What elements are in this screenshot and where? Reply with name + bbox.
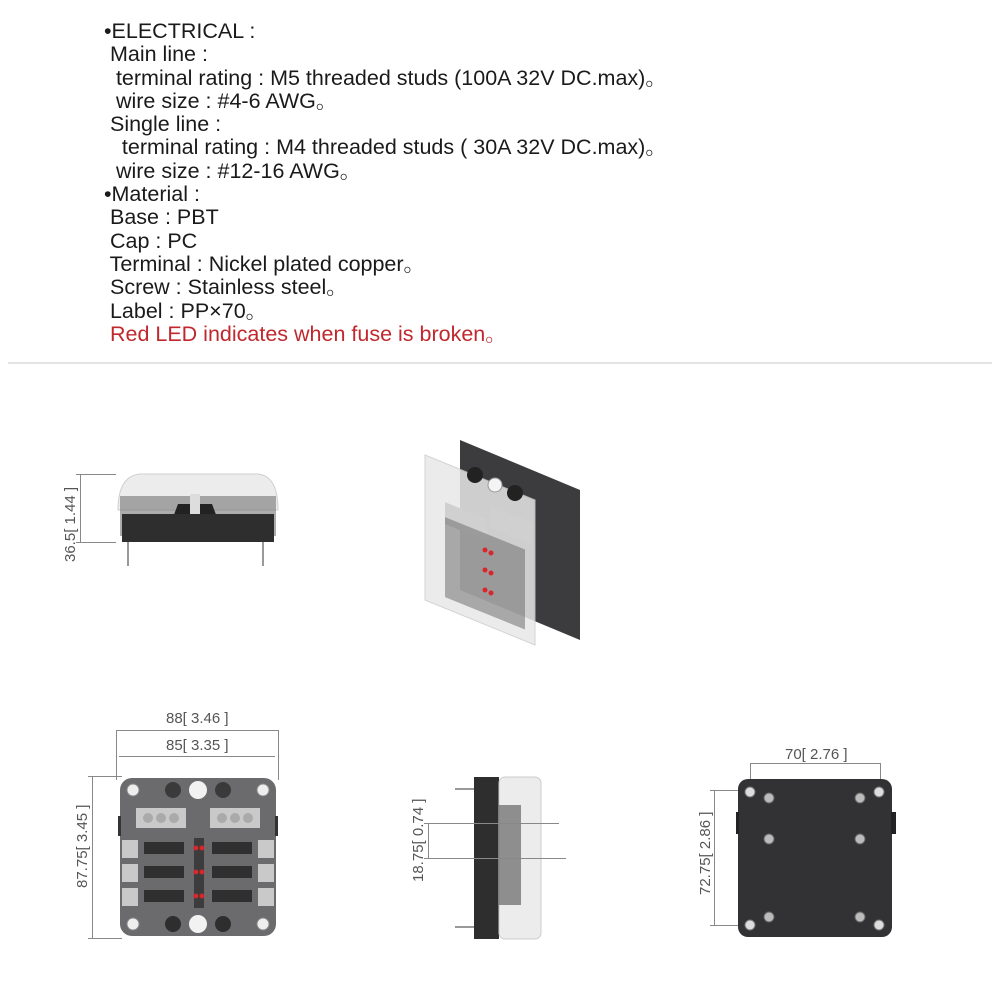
material-terminal: Terminal : Nickel plated copper。 (104, 251, 426, 276)
section-divider (8, 362, 992, 364)
single-wire-size: wire size : #12-16 AWG。 (104, 158, 362, 183)
main-line-label: Main line : (104, 42, 208, 67)
single-terminal-rating: terminal rating : M4 threaded studs ( 30A 32V DC.max)。 (104, 135, 667, 160)
material-screw: Screw : Stainless steel。 (104, 275, 348, 300)
front-view-illustration (118, 776, 278, 938)
front-outer-width-dimension: 88[ 3.46 ] (166, 710, 229, 727)
side-view-illustration (110, 470, 285, 570)
back-view-illustration (736, 777, 896, 939)
single-line-label: Single line : (104, 112, 222, 137)
main-wire-size: wire size : #4-6 AWG。 (104, 88, 338, 113)
edge-spacing-dimension: 18.75[ 0.74 ] (410, 798, 427, 882)
side-height-dimension: 36.5[ 1.44 ] (62, 486, 79, 562)
material-label: Label : PP×70。 (104, 298, 268, 323)
main-terminal-rating: terminal rating : M5 threaded studs (100A 32V DC.max)。 (104, 65, 667, 90)
led-note: Red LED indicates when fuse is broken。 (104, 321, 507, 346)
spec-text-block (104, 20, 667, 346)
material-base: Base : PBT (104, 205, 219, 230)
material-heading: •Material : (104, 182, 200, 207)
front-height-dimension: 87.75[ 3.45 ] (74, 804, 91, 888)
front-inner-width-dimension: 85[ 3.35 ] (166, 737, 229, 754)
back-hole-height-dimension: 72.75[ 2.86 ] (697, 811, 714, 895)
material-cap: Cap : PC (104, 228, 198, 253)
electrical-heading: •ELECTRICAL : (104, 19, 256, 43)
back-hole-width-dimension: 70[ 2.76 ] (785, 746, 848, 763)
isometric-view-illustration (415, 435, 590, 650)
